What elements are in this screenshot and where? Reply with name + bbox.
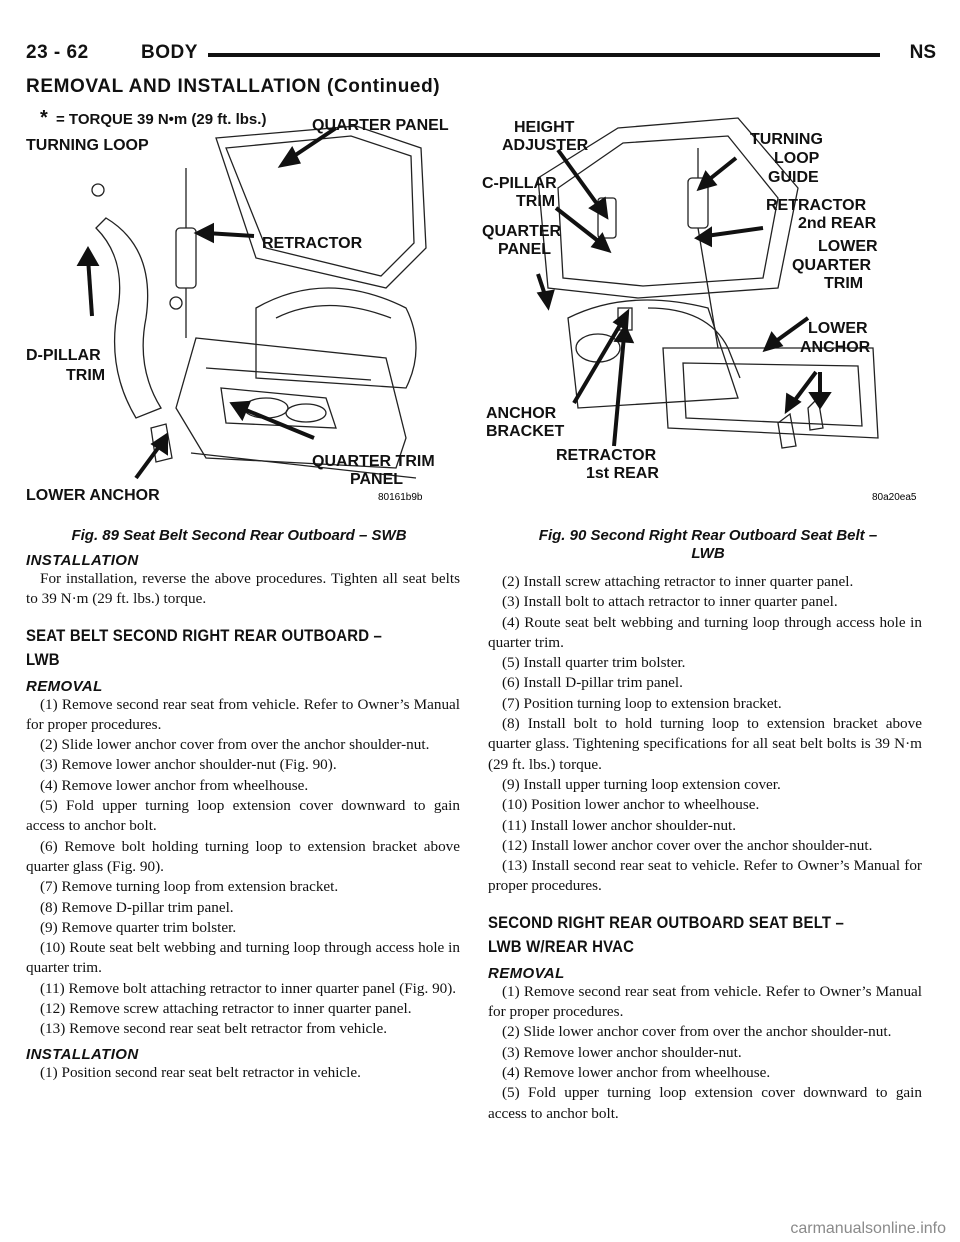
figure-90-caption-line-1: Fig. 90 Second Right Rear Outboard Seat Belt – bbox=[538, 527, 878, 544]
label-quarter-panel: QUARTER PANEL bbox=[312, 117, 449, 134]
label-height-adjuster-2: ADJUSTER bbox=[502, 137, 589, 154]
label-turning-loop: TURNING LOOP bbox=[26, 137, 149, 154]
installation-step: (12) Install lower anchor cover over the anchor shoulder-nut. bbox=[502, 836, 873, 854]
removal-step: (6) Remove bolt holding turning loop to extension bracket above quarter glass (Fig. 90). bbox=[26, 837, 460, 875]
removal-step: (8) Remove D-pillar trim panel. bbox=[40, 898, 234, 916]
body-text bbox=[0, 552, 960, 1192]
installation-step: (1) Position second rear seat belt retractor in vehicle. bbox=[40, 1063, 361, 1081]
installation-step: (3) Install bolt to attach retractor to inner quarter panel. bbox=[502, 593, 838, 611]
removal-step: (5) Fold upper turning loop extension cover downward to gain access to anchor bolt. bbox=[488, 1084, 922, 1122]
torque-note: = TORQUE 39 N•m (29 ft. lbs.) bbox=[56, 111, 267, 128]
heading-installation: INSTALLATION bbox=[26, 552, 139, 569]
label-lower-quarter-trim-3: TRIM bbox=[824, 275, 864, 292]
figure-89-illustration bbox=[26, 108, 454, 522]
installation-step: (9) Install upper turning loop extension cover. bbox=[502, 775, 781, 793]
figure-89 bbox=[26, 108, 454, 522]
label-lower-quarter-trim-2: QUARTER bbox=[792, 257, 872, 274]
figure-89-code: 80161b9b bbox=[378, 492, 423, 503]
label-d-pillar-1: D-PILLAR bbox=[26, 347, 101, 364]
label-quarter-panel-1: QUARTER bbox=[482, 223, 562, 240]
removal-step: (2) Slide lower anchor cover from over the anchor shoulder-nut. bbox=[40, 736, 430, 754]
label-turning-loop-guide-1: TURNING bbox=[750, 131, 823, 148]
installation-step: (11) Install lower anchor shoulder-nut. bbox=[502, 816, 737, 834]
page-header bbox=[26, 42, 936, 72]
installation-step: (6) Install D-pillar trim panel. bbox=[502, 674, 683, 692]
installation-step: (2) Install screw attaching retractor to inner quarter panel. bbox=[502, 573, 854, 590]
label-retractor-1st-1: RETRACTOR bbox=[556, 447, 657, 464]
installation-step: (5) Install quarter trim bolster. bbox=[502, 654, 686, 672]
section-heading-hvac-line-1: SECOND RIGHT REAR OUTBOARD SEAT BELT – bbox=[488, 912, 845, 932]
header-rule bbox=[208, 53, 880, 57]
label-retractor: RETRACTOR bbox=[262, 235, 363, 252]
left-column bbox=[26, 552, 460, 1083]
removal-step: (11) Remove bolt attaching retractor to inner quarter panel (Fig. 90). bbox=[40, 979, 457, 997]
section-heading-hvac bbox=[488, 911, 919, 959]
label-anchor-bracket-1: ANCHOR bbox=[486, 405, 557, 422]
label-turning-loop-guide-2: LOOP bbox=[774, 150, 820, 167]
label-quarter-panel-2: PANEL bbox=[498, 241, 552, 258]
label-lower-quarter-trim-1: LOWER bbox=[818, 238, 878, 255]
svg-text:*: * bbox=[40, 108, 48, 129]
label-lower-anchor-2: ANCHOR bbox=[800, 339, 871, 356]
removal-step: (2) Slide lower anchor cover from over the anchor shoulder-nut. bbox=[502, 1023, 892, 1041]
installation-step: (4) Route seat belt webbing and turning loop through access hole in quarter trim. bbox=[488, 613, 922, 651]
label-lower-anchor: LOWER ANCHOR bbox=[26, 487, 160, 504]
installation-paragraph: For installation, reverse the above procedures. Tighten all seat belts to 39 N·m (29 ft. lbs.) torque. bbox=[26, 570, 460, 608]
label-lower-anchor-1: LOWER bbox=[808, 320, 868, 337]
page-number: 23 - 62 bbox=[26, 42, 89, 63]
removal-step: (1) Remove second rear seat from vehicle. Refer to Owner’s Manual for proper procedures. bbox=[26, 695, 460, 733]
installation-step: (7) Position turning loop to extension bracket. bbox=[502, 694, 782, 712]
label-height-adjuster-1: HEIGHT bbox=[514, 119, 575, 136]
model-code: NS bbox=[909, 42, 936, 63]
section-title: BODY bbox=[141, 42, 198, 63]
removal-step: (3) Remove lower anchor shoulder-nut. bbox=[502, 1043, 742, 1061]
right-column bbox=[488, 552, 922, 1124]
figure-90-caption-line-2: LWB bbox=[691, 545, 725, 562]
removal-step: (5) Fold upper turning loop extension cover downward to gain access to anchor bolt. bbox=[26, 797, 460, 835]
label-turning-loop-guide-3: GUIDE bbox=[768, 169, 819, 186]
removal-step: (4) Remove lower anchor from wheelhouse. bbox=[40, 776, 309, 794]
section-heading-lwb-line-2: LWB bbox=[26, 649, 60, 669]
figure-90-code: 80a20ea5 bbox=[872, 492, 917, 503]
label-retractor-2nd-1: RETRACTOR bbox=[766, 197, 867, 214]
installation-step: (10) Position lower anchor to wheelhouse. bbox=[502, 796, 760, 814]
label-quarter-trim-1: QUARTER TRIM bbox=[312, 453, 435, 470]
figure-89-caption: Fig. 89 Seat Belt Second Rear Outboard – SWB bbox=[71, 527, 407, 544]
label-d-pillar-2: TRIM bbox=[66, 367, 106, 384]
heading-removal-hvac: REMOVAL bbox=[488, 964, 565, 982]
section-heading-lwb-line-1: SEAT BELT SECOND RIGHT REAR OUTBOARD – bbox=[26, 625, 383, 645]
removal-step: (13) Remove second rear seat belt retractor from vehicle. bbox=[40, 1020, 388, 1038]
heading-removal: REMOVAL bbox=[26, 677, 103, 695]
installation-step: (8) Install bolt to hold turning loop to extension bracket above quarter glass. Tightening specifications for all seat belt bolts is 39 N·m (29 ft. lbs.) torque. bbox=[488, 715, 922, 773]
removal-step: (10) Route seat belt webbing and turning loop through access hole in quarter trim. bbox=[26, 939, 460, 977]
removal-step: (12) Remove screw attaching retractor to inner quarter panel. bbox=[40, 1000, 412, 1018]
section-heading-lwb bbox=[26, 624, 457, 672]
label-retractor-2nd-2: 2nd REAR bbox=[798, 215, 877, 232]
removal-step: (9) Remove quarter trim bolster. bbox=[40, 918, 237, 936]
label-retractor-1st-2: 1st REAR bbox=[586, 465, 659, 482]
removal-step: (1) Remove second rear seat from vehicle. Refer to Owner’s Manual for proper procedures. bbox=[488, 982, 922, 1021]
installation-step: (13) Install second rear seat to vehicle. Refer to Owner’s Manual for proper procedures. bbox=[488, 857, 922, 895]
label-anchor-bracket-2: BRACKET bbox=[486, 423, 565, 440]
removal-step: (4) Remove lower anchor from wheelhouse. bbox=[502, 1063, 771, 1081]
continued-heading: REMOVAL AND INSTALLATION (Continued) bbox=[26, 76, 441, 97]
removal-step: (7) Remove turning loop from extension bracket. bbox=[40, 878, 339, 896]
section-heading-hvac-line-2: LWB W/REAR HVAC bbox=[488, 936, 635, 956]
removal-step: (3) Remove lower anchor shoulder-nut (Fig. 90). bbox=[40, 756, 337, 774]
label-quarter-trim-2: PANEL bbox=[350, 471, 404, 488]
heading-installation-2: INSTALLATION bbox=[26, 1045, 139, 1063]
figure-90 bbox=[478, 108, 938, 522]
label-c-pillar-1: C-PILLAR bbox=[482, 175, 557, 192]
label-c-pillar-2: TRIM bbox=[516, 193, 556, 210]
figure-90-illustration bbox=[478, 108, 938, 522]
watermark[interactable]: carmanualsonline.info bbox=[790, 1220, 946, 1237]
